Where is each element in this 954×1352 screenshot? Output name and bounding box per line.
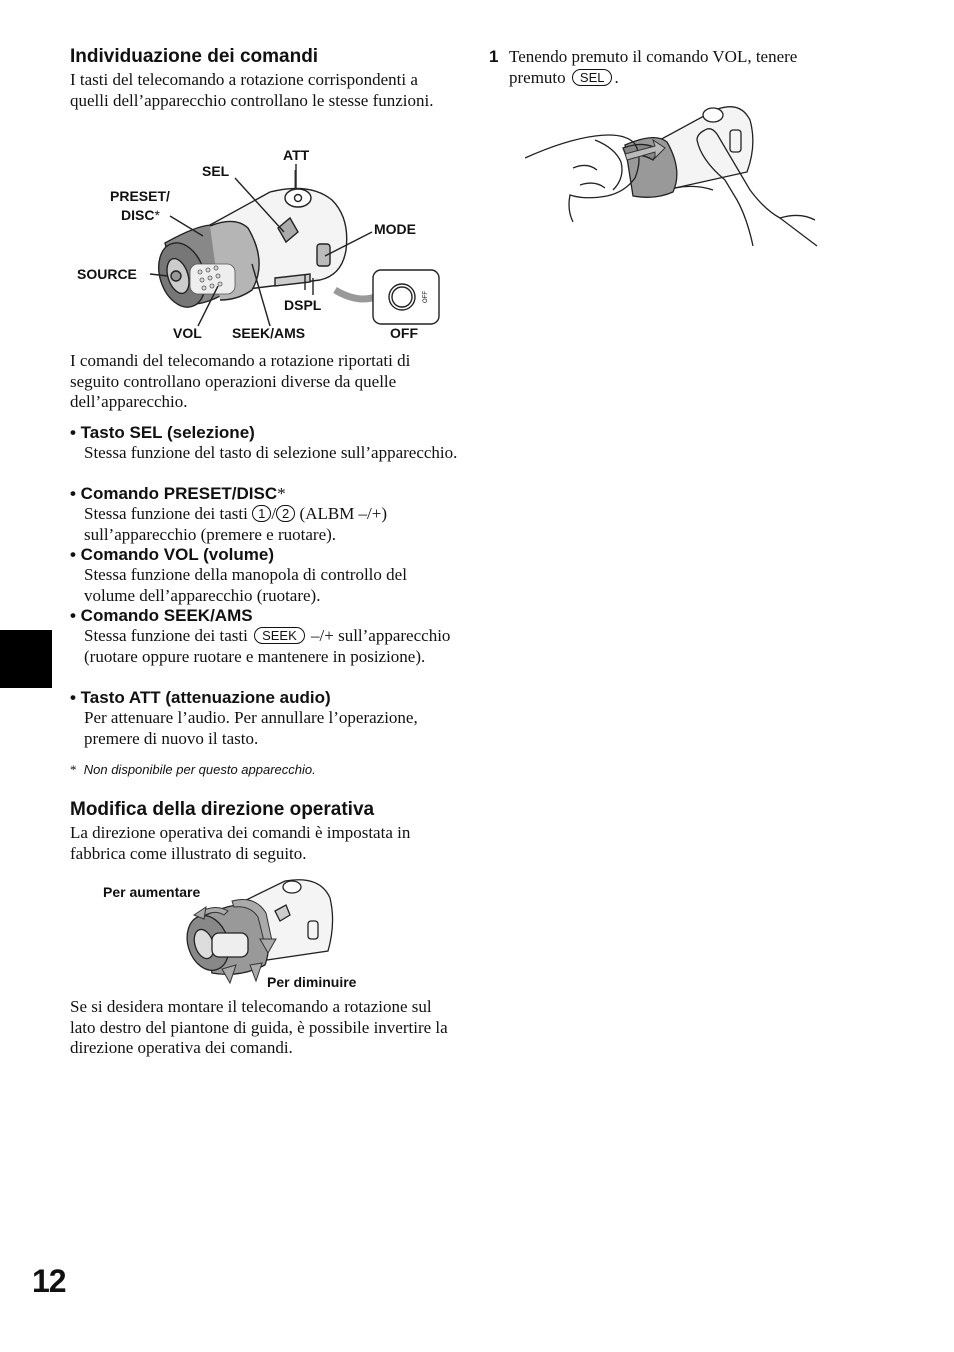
footnote-asterisk: *: [70, 762, 77, 777]
bullet-sel-head: • Tasto SEL (selezione): [70, 423, 255, 442]
bullet-sel: [70, 423, 460, 464]
step-1-text-b: .: [614, 67, 619, 87]
bullet-preset-head-text: • Comando PRESET/DISC: [70, 484, 278, 503]
section-side-tab: [0, 630, 52, 688]
bullet-sel-body: Stessa funzione del tasto di selezione sull’apparecchio.: [84, 443, 458, 462]
direction-figure: [100, 873, 400, 993]
label-vol: VOL: [173, 325, 202, 341]
bullet-seek: [70, 606, 460, 667]
label-att: ATT: [283, 147, 310, 163]
bullet-vol-head: • Comando VOL (volume): [70, 545, 274, 564]
hand-operation-figure: [525, 100, 825, 250]
bullet-seek-body: [70, 626, 460, 667]
key-1: 1: [252, 505, 271, 522]
section2-intro: La direzione operativa dei comandi è impostata in fabbrica come illustrato di seguito.: [70, 823, 411, 863]
label-off: OFF: [390, 325, 418, 341]
key-slash: /: [271, 504, 277, 523]
footnote-text: Non disponibile per questo apparecchio.: [83, 762, 316, 777]
label-preset: PRESET/: [110, 188, 170, 204]
section1-after-figure: I comandi del telecomando a rotazione riportati di seguito controllano operazioni diverse da quelle dell’apparecchio.: [70, 351, 411, 411]
key-2: 2: [276, 505, 295, 522]
label-disc: [121, 207, 160, 223]
bullet-vol-body: Stessa funzione della manopola di controllo del volume dell’apparecchio (ruotare).: [84, 565, 407, 605]
bullet-att-head: • Tasto ATT (attenuazione audio): [70, 688, 331, 707]
bullet-seek-body-a: Stessa funzione dei tasti: [84, 626, 248, 645]
bullet-att: [70, 688, 460, 749]
label-disc-asterisk: *: [154, 207, 160, 223]
label-dspl: DSPL: [284, 297, 322, 313]
key-sel: SEL: [572, 69, 613, 86]
bullet-seek-body-b: –/+ sull’apparecchio (ruotare oppure ruotare e mantenere in posizione).: [84, 626, 451, 666]
label-mode: MODE: [374, 221, 416, 237]
label-per-diminuire: Per diminuire: [267, 974, 357, 990]
step-1-text-a: Tenendo premuto il comando VOL, tenere premuto: [509, 47, 798, 87]
label-disc-text: DISC: [121, 207, 155, 223]
page-number: 12: [32, 1263, 66, 1299]
rotary-commander-drawing: [70, 140, 460, 350]
bullet-seek-head: • Comando SEEK/AMS: [70, 606, 253, 625]
hand-drawing: [525, 100, 825, 250]
bullet-preset-body: [70, 504, 460, 545]
label-source: SOURCE: [77, 266, 137, 282]
footnote: [70, 762, 316, 778]
bullet-preset-head: [70, 484, 460, 504]
bullet-preset-body-a: Stessa funzione dei tasti: [84, 504, 248, 523]
section-heading-individuazione: Individuazione dei comandi: [70, 46, 319, 67]
step-1-text: [509, 47, 854, 88]
bullet-preset-body-b: (ALBM –/+) sull’apparecchio (premere e ruotare).: [84, 504, 388, 544]
section2-outro: Se si desidera montare il telecomando a rotazione sul lato destro del piantone di guida, è possibile invertire la direzione operativa dei comandi.: [70, 997, 448, 1057]
label-seekams: SEEK/AMS: [232, 325, 306, 341]
step-1-number: 1: [489, 47, 499, 66]
label-per-aumentare: Per aumentare: [103, 884, 201, 900]
rotary-commander-figure: [70, 140, 460, 350]
bullet-preset-asterisk: *: [277, 484, 286, 503]
section-heading-modifica: Modifica della direzione operativa: [70, 799, 375, 820]
label-sel: SEL: [202, 163, 230, 179]
section1-intro: I tasti del telecomando a rotazione corrispondenti a quelli dell’apparecchio controllano le stesse funzioni.: [70, 70, 434, 110]
off-switch-label: OFF: [423, 291, 429, 303]
bullet-preset: [70, 484, 460, 545]
bullet-vol: [70, 545, 460, 606]
key-seek: SEEK: [254, 627, 305, 644]
bullet-att-body: Per attenuare l’audio. Per annullare l’operazione, premere di nuovo il tasto.: [84, 708, 418, 748]
